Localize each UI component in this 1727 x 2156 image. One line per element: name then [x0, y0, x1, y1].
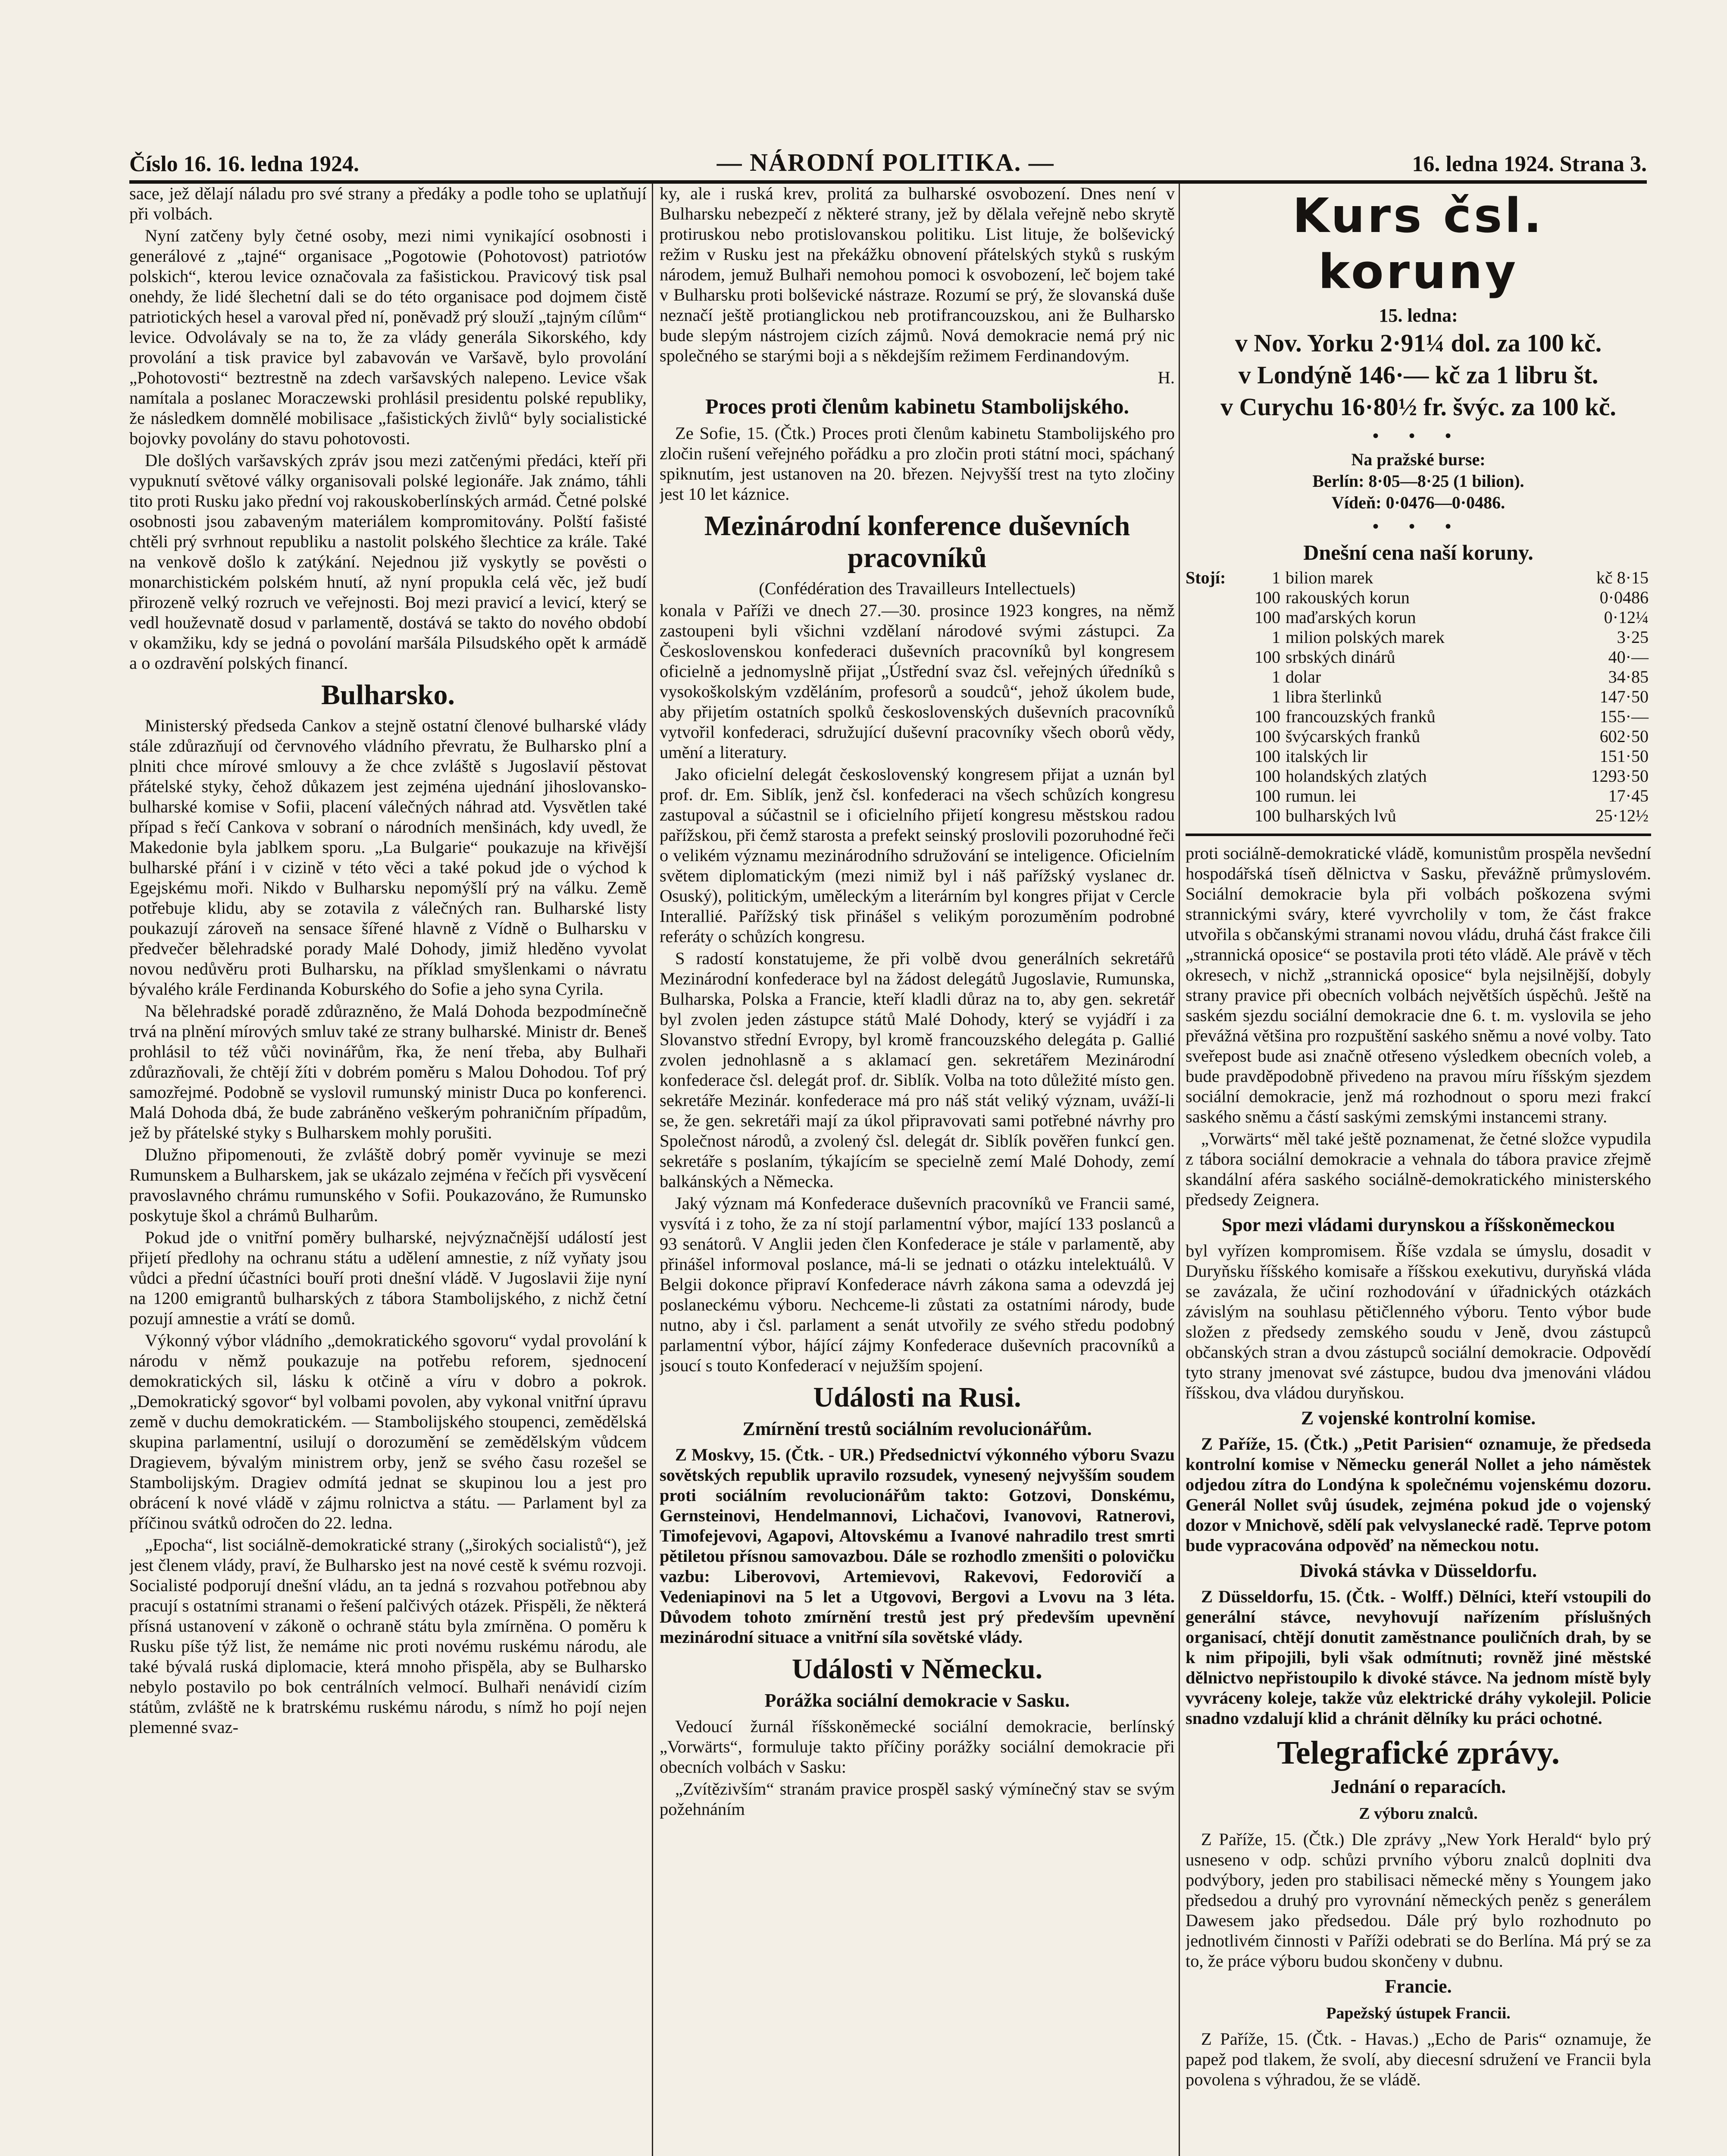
currency-amount: 100 — [1255, 588, 1280, 607]
author-signature: H. — [1158, 368, 1175, 387]
currency-row — [1186, 766, 1651, 786]
row-prefix — [1186, 766, 1233, 786]
currency-amount: 100 — [1255, 766, 1280, 786]
currency-name: libra šterlinků — [1286, 687, 1382, 706]
paragraph: Dlužno připomenouti, že zvláště dobrý poměr vyvinuje se mezi Rumunskem a Bulharskem, jak se ukázalo zejména v řečích při vysvěcení pravoslavného chrámu rumunského v Sofii. Poukazováno, že Rumunsko poskytuje škol a chrámů Bulharům. — [129, 1145, 647, 1225]
currency-amount: 100 — [1255, 806, 1280, 825]
paragraph: Jaký význam má Konfederace duševních pracovníků ve Francii samé, vysvítá i z toho, že za ní stojí parlamentní výbor, mající 133 poslanců a 93 senátorů. V Anglii jeden člen Konfederace je stále v parlamentě, aby přinášel informoval poslance, má-li se jednati o otázku intelektuálů. V Belgii dokonce připraví Konfederace návrh zákona sama a odevzdá jej poslaneckému výboru. Nechceme-li zůstati za ostatními národy, bude nutno, aby i čsl. parlament a senát utvořily ze svého středu podobný parlamentní výbor, hájící zájmy Konfederace duševních pracovníků a jsoucí s touto Konfederací v nejužším spojení. — [660, 1194, 1175, 1375]
paragraph: Z Paříže, 15. (Čtk.) Dle zprávy „New York Herald“ bylo prý usneseno v odp. schůzi prvního výboru znalců doplniti dva podvýbory, jeden pro stabilisaci německé měny s Youngem jako předsedou a druhý pro vyrovnání německých peněz s generálem Dawesem jako předsedou. Dále prý bylo rozhodnuto po jednotlivém činnosti v Paříži odebrati se do Berlína. Má prý se za to, že práce výboru budou skončeny v dubnu. — [1186, 1830, 1651, 1971]
currency-value: kč 8·15 — [1596, 568, 1649, 587]
currency-amount: 100 — [1255, 707, 1280, 726]
paragraph: „Vorwärts“ měl také ještě poznamenat, že četné složce vypudila z tábora sociální demokracie a vehnala do tábora pravice zřejmě skandální aféra saského sociálně-demokratického ministerského předsedy Zeignera. — [1186, 1129, 1651, 1209]
currency-name: holandských zlatých — [1286, 766, 1427, 786]
section-heading: Události v Německu. — [792, 1653, 1043, 1685]
row-prefix: Stojí: — [1186, 568, 1226, 587]
currency-amount: 100 — [1255, 608, 1280, 627]
separator-dots: • • • — [1372, 517, 1464, 536]
currency-row — [1186, 746, 1651, 766]
price-table-heading: Dnešní cena naší koruny. — [1303, 540, 1533, 564]
section-heading: Události na Rusi. — [813, 1382, 1021, 1413]
paragraph: sace, jež dělají náladu pro své strany a předáky a podle toho se uplatňují při volbách. — [129, 184, 647, 223]
paragraph: Z Düsseldorfu, 15. (Čtk. - Wolff.) Dělníci, kteří vstoupili do generální stávce, nevyhovují nařízením příslušných organisací, chtějí donutit zaměstnance pouličních drah, by se k nim připojili, byli však odmítnuti; rovněž jiné městské dělnictvo nepřistoupilo k divoké stávce. Na jednom místě byly vyvráceny koleje, takže vůz elektrické dráhy vykolejil. Policie snadno vzdalují klid a chránit dělníky ku práci ochotné. — [1186, 1587, 1651, 1728]
currency-name: švýcarských franků — [1286, 727, 1420, 746]
currency-value: 151·50 — [1599, 746, 1649, 766]
currency-value: 1293·50 — [1591, 766, 1649, 786]
currency-value: 17·45 — [1608, 786, 1649, 805]
subheading: Papežský ústupek Francii. — [1326, 2004, 1511, 2022]
paragraph: proti sociálně-demokratické vládě, komunistům prospěla nevšední hospodářská tíseň dělnictva v Sasku, převážně průmyslovém. Sociální demokracie byla při volbách poškozena svými strannickými sváry, které vyvrcholily v tom, že část frakce utvořila s občanskými stranami novou vládu, druhá část frakce čili „strannická oposice“ se postavila proti této vládě. Ale právě v těch okresech, v nichž „strannická oposice“ byla nejsilnější, dobyly strany pravice při obecních volbách největších úspěchů. Ještě na saském sjezdu sociální demokracie dne 6. t. m. vyslovila se jeho převážná většina pro rozpuštění saského sněmu a nové volby. Tato sveřepost bude asi značně otřeseno výsledkem obecních voleb, a bude pravděpodobně přivedeno na pravou míru říšským sjezdem sociální demokracie, jenž má rozhodnout o sporu mezi frakcí saského sněmu a částí saskými zemskými instancemi strany. — [1186, 843, 1651, 1126]
subheading: Z výboru znalců. — [1359, 1805, 1478, 1823]
paragraph: Nyní zatčeny byly četné osoby, mezi nimi vynikající osobnosti i generálové z „tajné“ organisace „Pogotowie (Pohotovost) patriotów polskich“, kterou levice označovala za fašistickou. Pravicový tisk psal onehdy, že lidé šlechetní dali se do této organisace pod dojmem čistě patriotických hesel a varoval před ní, poněvadž prý slouží „tajným cílům“ levice. Odvolávaly se na to, že za vlády generála Sikorského, kdy provolání a tisk pravice byl zabavován ve Varšavě, bylo provolání „Pohotovosti“ beztrestně na zdech varšavských nalepeno. Levice však namítala a poslanec Moraczewski prohlásil presidentu polské republiky, že následkem domnělé mobilisace „fašistických živlů“ byly socialistické bojovky povolány do stavu pohotovosti. — [129, 226, 647, 448]
currency-amount: 1 — [1272, 667, 1280, 686]
paragraph: Výkonný výbor vládního „demokratického sgovoru“ vydal provolání k národu v němž poukazuje na potřebu reforem, sjednocení demokratických sil, lásku k otčině a víru v dobro a pokrok. „Demokratický sgovor“ byl volbami povolen, aby vykonal vnitřní úpravu země v duchu demokratickém. — Stambolijského stoupenci, zemědělská skupina parlamentní, usilují o dorozumění se zemědělským vůdcem Dragievem, bývalým ministrem orby, jenž se svého času rozešel se Stambolijským. Dragiev odmítá jednat se skupinou lou a jest pro obrácení k nové vládě v zájmu rolnictva a státu. — Parlament byl za příčinou svátků odročen do 22. ledna. — [129, 1331, 647, 1532]
subheading: Zmírnění trestů sociálním revolucionářům. — [742, 1418, 1092, 1439]
paragraph: Z Paříže, 15. (Čtk.) „Petit Parisien“ oznamuje, že předseda kontrolní komise v Německu generál Nollet a jeho náměstek odjedou zítra do Londýna k společnému vojenskému dozoru. Generál Nollet svůj úsudek, zejména pokud jde o vojenský dozor v Mnichově, sdělí pak velvyslanecké radě. Teprve potom bude vypracována odpověď na německou notu. — [1186, 1434, 1651, 1555]
paragraph: S radostí konstatujeme, že při volbě dvou generálních sekretářů Mezinárodní konfederace byl na žádost delegátů Jugoslavie, Rumunska, Bulharska, Polska a Francie, kteří kladli důraz na to, aby gen. sekretář byl zvolen jeden zástupce států Malé Dohody, který se vyjádří i za Slovanstvo střední Evropy, byl kromě francouzského delegáta p. Gallié zvolen jednohlasně a s aklamací gen. sekretářem Mezinárodní konfederace čsl. delegát prof. dr. Siblík. Volba na toto důležité místo gen. sekretáře Mezinár. konfederace má pro náš stát veliký význam, uváží-li se, že gen. sekretáři mají za úkol připravovati sami potřebné návrhy pro Společnost národů, a zvolený čsl. delegát dr. Siblík pověřen funkcí gen. sekretáře s poslaním, týkajícím se specielně zemí Malé Dohody, zemí balkánských a Německa. — [660, 949, 1175, 1191]
subheading: Divoká stávka v Düsseldorfu. — [1299, 1560, 1537, 1581]
paragraph: Ze Sofie, 15. (Čtk.) Proces proti členům kabinetu Stambolijského pro zločin rušení veřejného pořádku a pro zločin proti státní moci, spáchaný spiknutím, jest ustanoven na 20. březen. Nejvyšší trest na tyto zločiny jest 10 let káznice. — [660, 423, 1175, 504]
rate-new-york: v Nov. Yorku 2·91¼ dol. za 100 kč. — [1235, 329, 1602, 357]
row-prefix — [1186, 786, 1233, 806]
currency-name: srbských dinárů — [1286, 647, 1395, 667]
burse-vienna: Vídeň: 0·0476—0·0486. — [1331, 493, 1505, 512]
currency-row — [1186, 608, 1651, 627]
burse-berlin: Berlín: 8·05—8·25 (1 bilion). — [1312, 471, 1524, 491]
currency-name: francouzských franků — [1286, 707, 1436, 726]
column-divider — [652, 183, 653, 2156]
exchange-rate-title: Kurs čsl. koruny — [1292, 188, 1544, 299]
currency-value: 155·— — [1599, 707, 1649, 726]
row-prefix — [1186, 746, 1233, 766]
currency-row — [1186, 667, 1651, 687]
box-divider — [1186, 834, 1651, 836]
currency-row — [1186, 647, 1651, 667]
section-heading: Mezinárodní konference duševních pracovníků — [704, 510, 1130, 573]
paragraph: Dle došlých varšavských zpráv jsou mezi zatčenými předáci, kteří při vypuknutí světové války organisovali polské legionáře. Jak známo, táhli tito proti Rusku jako přední voj rakouskoberlínských armád. Četné polské osobnosti jsou zabaveným materiálem kompromitovány. Polští fašisté chtěli prý svrhnout republiku a nastolit polského šlechtice za krále. Také na venkově došlo k zatýkání. Nejednou již vyskytly se pověsti o monarchistickém polském hnutí, až nyní propukla celá věc, jež budí přirozeně velký rozruch ve veřejnosti. Boj mezi pravicí a levicí, který se vedl houževnatě dosud v parlamentě, dostává se takto do nového období v okamžiku, kdy se jedná o povolání maršála Pilsudského opět k armádě a o ozdravění polských financí. — [129, 451, 647, 673]
currency-amount: 1 — [1272, 568, 1280, 587]
currency-name: dolar — [1286, 667, 1321, 686]
currency-name: italských lir — [1286, 746, 1367, 766]
currency-name: milion polských marek — [1286, 627, 1445, 647]
currency-value: 25·12½ — [1595, 806, 1649, 825]
currency-amount: 100 — [1255, 647, 1280, 667]
currency-row — [1186, 568, 1651, 588]
row-prefix — [1186, 687, 1233, 707]
paragraph: ky, ale i ruská krev, prolitá za bulharské osvobození. Dnes není v Bulharsku nebezpečí z některé strany, jež by dělala veřejně nebo skrytě protiruskou nebo protislovanskou politiku. List lituje, že bolševický režim v Rusku jest na překážku obnovení přátelských styků s ruským národem, jemuž Bulhaři nemohou pomoci k osvobození, leč bojem také v Bulharsku proti bolševické nástraze. Rozumí se prý, že slovanská duše neznačí ještě protianglickou neb protifrancouzskou, ani že Bulharsko bude slepým nástrojem cizích zájmů. Nová demokracie nemá prý nic společného se starými boji a s někdejším režimem Ferdinandovým. — [660, 184, 1175, 365]
currency-row — [1186, 588, 1651, 608]
row-prefix — [1186, 627, 1233, 647]
subheading: Francie. — [1385, 1976, 1452, 1997]
currency-amount: 100 — [1255, 727, 1280, 746]
issue-number-date: Číslo 16. 16. ledna 1924. — [129, 152, 360, 176]
column-2 — [660, 183, 1175, 2156]
currency-row — [1186, 707, 1651, 727]
row-prefix — [1186, 647, 1233, 667]
row-prefix — [1186, 707, 1233, 727]
paragraph: Pokud jde o vnitřní poměry bulharské, nejvýznačnější událostí jest přijetí předlohy na ochranu státu a udělení amnestie, z níž vyňaty jsou vůdci a přední účastníci bouří proti dnešní vládě. V Jugoslavii žije nyní na 1200 emigrantů bulharských z tábora Stambolijského, z nichž četní pozují amnestie a vrátí se domů. — [129, 1228, 647, 1328]
currency-row — [1186, 627, 1651, 647]
currency-amount: 1 — [1272, 687, 1280, 706]
paragraph: Z Moskvy, 15. (Čtk. - UR.) Předsednictví výkonného výboru Svazu sovětských republik upravilo rozsudek, vynesený nejvyšším soudem proti sociálním revolucionářům takto: Gotzovi, Donskému, Gernsteinovi, Hendelmannovi, Lichačovi, Ivanovovi, Ratnerovi, Timofejevovi, Agapovi, Altovskému a Ivanové nahradilo trest smrti pětiletou přísnou samovazbou. Dále se rozhodlo zmenšiti o polovičku vazbu: Liberovovi, Artemievovi, Rakevovi, Fedorovičí a Vedeniapinovi na 5 let a Utgovovi, Bergovi a Lvovu na 3 léta. Důvodem tohoto zmírnění trestů jest prý především upevnění mezinárodní situace a vnitřní síla sovětské vlády. — [660, 1445, 1175, 1647]
rate-london: v Londýně 146·— kč za 1 libru št. — [1238, 361, 1599, 389]
page-date-number: 16. ledna 1924. Strana 3. — [1412, 152, 1647, 176]
exchange-rate-date: 15. ledna: — [1379, 305, 1458, 326]
column-1 — [129, 183, 647, 2156]
row-prefix — [1186, 608, 1233, 627]
row-prefix — [1186, 727, 1233, 746]
currency-value: 40·— — [1608, 647, 1649, 667]
currency-row — [1186, 786, 1651, 806]
paragraph: „Zvítězivším“ stranám pravice prospěl saský výmínečný stav se svým požehnáním — [660, 1779, 1175, 1819]
currency-amount: 100 — [1255, 746, 1280, 766]
masthead — [129, 142, 1647, 184]
currency-name: bilion marek — [1286, 568, 1373, 587]
column-divider — [1179, 183, 1180, 2156]
paragraph: „Epocha“, list sociálně-demokratické strany („širokých socialistů“), jež jest členem vlády, praví, že Bulharsko jest na nové cestě k svému rozvoji. Socialisté podporují dnešní vládu, an ta jedná s rozvahou potřebnou aby pracují s ostatními stranami o řešení palčivých otázek. Přispěli, že některá přísná ustanovení v zákoně o ochraně státu byla zmírněna. O poměru k Rusku píše týž list, že nemáme nic proti novému ruskému národu, ale také bývalá ruská diplomacie, která mnoho přispěla, aby se Bulharsko nebylo postavilo po bok centrálních velmocí. Bulhaři nenávidí cizím státům, zvláště ne k bratrskému ruskému národu, s nímž ho pojí nejen plemenné svaz- — [129, 1535, 647, 1737]
currency-name: bulharských lvů — [1286, 806, 1396, 825]
currency-value: 147·50 — [1599, 687, 1649, 706]
newspaper-title: — NÁRODNÍ POLITIKA. — — [716, 148, 1054, 176]
currency-row — [1186, 727, 1651, 746]
paragraph: Na bělehradské poradě zdůrazněno, že Malá Dohoda bezpodmínečně trvá na plnění mírových smluv také ze strany bulharské. Ministr dr. Beneš prohlásil to též vůči novinářům, řka, že není třeba, aby Bulhaři zdůrazňovali, že chtějí žíti v dobrém poměru s Malou Dohodou. Tof prý samozřejmé. Podobně se vyslovil rumunský ministr Duca po konferenci. Malá Dohoda dbá, že bude zabráněno veškerým pohraničním případům, jež by přátelské styky s Bulharskem mohly porušiti. — [129, 1001, 647, 1142]
paragraph: Ministerský předseda Cankov a stejně ostatní členové bulharské vlády stále zdůrazňují od červnového vládního převratu, že Bulharsko plní a plniti chce mírové smlouvy a že chce zvláště s Jugoslavií pěstovat přátelské styky, čehož důkazem jest zejména ujednání jihoslovansko-bulharské komise v Sofii, placení válečných náhrad atd. Vysvětlen také případ s řečí Cankova v sobraní o národních menšinách, kdy uvedl, že Makedonie byla jablkem sporu. „La Bulgarie“ poukazuje na křivější bulharské přání i v cizině v této věci a také pokud jde o východ k Egejskému moři. Nikdo v Bulharsku nepomýšlí prý na válku. Země potřebuje klidu, aby se zotavila z válečných ran. Bulharské listy poukazují zároveň na sensace šířené hlavně z Vídně o Bulharsku v předvečer bělehradské porady Malé Dohody, jimiž hleděno vyvolat novou nedůvěru proti Bulharsku, na příklad smyšlenkami o návratu bývalého krále Ferdinanda Koburského do Sofie a jeho syna Cyrila. — [129, 716, 647, 999]
rate-zurich: v Curychu 16·80½ fr. švýc. za 100 kč. — [1220, 393, 1616, 421]
column-3 — [1186, 183, 1651, 2156]
currency-table — [1186, 568, 1651, 826]
currency-value: 3·25 — [1617, 627, 1649, 647]
currency-name: rakouských korun — [1286, 588, 1410, 607]
subheading: Jednání o reparacích. — [1330, 1776, 1506, 1797]
currency-amount: 1 — [1272, 627, 1280, 647]
currency-name: maďarských korun — [1286, 608, 1416, 627]
currency-row — [1186, 687, 1651, 707]
subheading: (Confédération des Travailleurs Intellectuels) — [759, 579, 1076, 598]
paragraph: byl vyřízen kompromisem. Říše vzdala se úmyslu, dosadit v Duryňsku říšského komisaře a říšskou exekutivu, duryňská vláda se zavázala, že učiní rozhodování v úřadnických otázkách závislým na souhlasu pětičlenného výboru. Tento výbor bude složen z předsedy zemského soudu v Jeně, dvou zástupců občanských stran a dvou zástupců sociální demokracie. Odpovědí tyto strany jmenovat své zástupce, budou dva jmenováni vládou říšskou, dva vládou duryňskou. — [1186, 1241, 1651, 1402]
section-heading: Bulharsko. — [321, 679, 455, 711]
section-heading: Proces proti členům kabinetu Stambolijského. — [705, 394, 1129, 418]
section-heading: Telegrafické zprávy. — [1277, 1735, 1560, 1771]
currency-name: rumun. lei — [1286, 786, 1357, 805]
paragraph: Z Paříže, 15. (Čtk. - Havas.) „Echo de Paris“ oznamuje, že papež pod tlakem, že svolí, aby diecesní sdružení ve Francii byla povolena s výhradou, že se vládě. — [1186, 2029, 1651, 2089]
subheading: Z vojenské kontrolní komise. — [1301, 1407, 1536, 1429]
currency-value: 34·85 — [1608, 667, 1649, 686]
subheading: Porážka sociální demokracie v Sasku. — [764, 1690, 1070, 1711]
row-prefix — [1186, 588, 1233, 608]
paragraph: Jako oficielní delegát československý kongresem přijat a uznán byl prof. dr. Em. Siblík, jenž čsl. konfederaci na všech schůzích kongresu zastupoval a súčastnil se i oficielního přijetí kongresu městskou radou pařížskou, při čemž starosta a prefekt seinský proslovili pozoruhodné řeči o velikém významu mezinárodního sdružování se inteligence. Oficielním světem diplomatickým (mezi nimiž byl i náš pařížský vyslanec dr. Osuský), politickým, uměleckým a literárním byl kongres přijat v Cercle Interallié. Pařížský tisk přinášel s velikým porozuměním podrobné referáty o schůzích kongresu. — [660, 765, 1175, 946]
currency-row — [1186, 806, 1651, 826]
subheading: Spor mezi vládami durynskou a říšskoněmeckou — [1221, 1214, 1615, 1235]
row-prefix — [1186, 667, 1233, 687]
paragraph: Vedoucí žurnál říšskoněmecké sociální demokracie, berlínský „Vorwärts“, formuluje takto příčiny porážky sociální demokracie při obecních volbách v Sasku: — [660, 1717, 1175, 1777]
currency-value: 602·50 — [1599, 727, 1649, 746]
separator-dots: • • • — [1372, 426, 1464, 445]
paragraph: konala v Paříži ve dnech 27.—30. prosince 1923 kongres, na němž zastoupeni byli všichni vzdělaní národové svými zástupci. Za Československou konfederaci duševních pracovníků byl kongresem oficielně a jednomyslně přijat „Ústřední svaz čsl. veřejných úředníků s vysokoškolským vzděláním, profesorů a soudců“, jehož úkolem bude, aby přijetím ostatních spolků československých duševních pracovníků vytvořil konfederaci, sdružující duševní pracovníky všech oborů vědy, umění a literatury. — [660, 601, 1175, 762]
burse-heading: Na pražské burse: — [1351, 450, 1486, 469]
currency-amount: 100 — [1255, 786, 1280, 805]
row-prefix — [1186, 806, 1233, 826]
currency-value: 0·0486 — [1599, 588, 1649, 607]
currency-value: 0·12¼ — [1604, 608, 1649, 627]
